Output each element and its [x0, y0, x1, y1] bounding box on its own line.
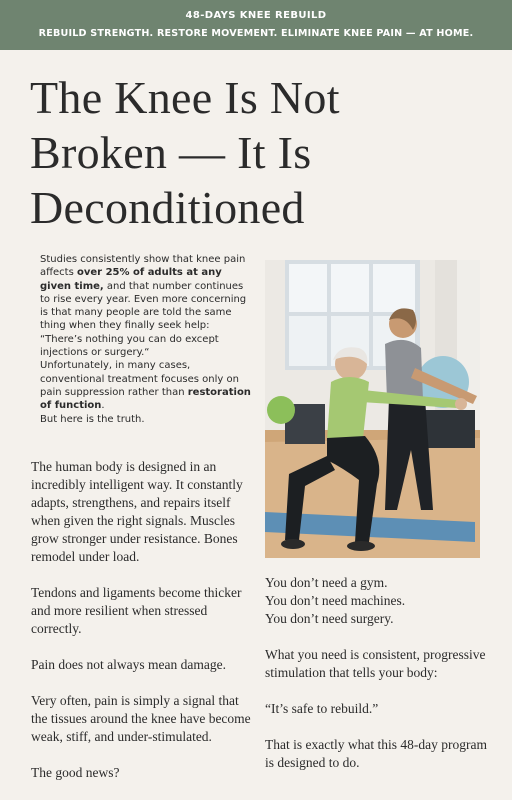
program-tagline: REBUILD STRENGTH. RESTORE MOVEMENT. ELIMINATE KNEE PAIN — AT HOME.	[38, 28, 474, 39]
body-paragraph: What you need is consistent, progressive stimulation that tells your body:	[265, 647, 486, 680]
intro-paragraph	[40, 253, 255, 426]
intro-stats: Studies consistently show that knee pain affects over 25% of adults at any given time, and that number continues to rise every year. Even more concerning is that many people are told the same thing when they finally seek help:	[40, 254, 247, 332]
intro-stat-highlight: over 25% of adults at any given time,	[40, 267, 222, 292]
body-text-left	[31, 458, 256, 800]
intro-treatment: Unfortunately, in many cases, conventional treatment focuses only on pain suppression rather than restoration of function.	[40, 360, 251, 412]
title-line-2: Broken — It Is	[30, 127, 312, 178]
title-line-3: Deconditioned	[30, 182, 305, 233]
trainer-squat-photo	[265, 260, 480, 558]
body-paragraph: That is exactly what this 48-day program is designed to do.	[265, 737, 487, 770]
body-paragraph-list: You don’t need a gym. You don’t need machines. You don’t need surgery.	[265, 575, 406, 626]
top-banner	[0, 0, 512, 50]
body-paragraph: The human body is designed in an incredibly intelligent way. It constantly adapts, strengthens, and repairs itself when given the right signals. Muscles grow stronger under resistance. Bones remodel under load.	[31, 459, 243, 564]
title-line-1: The Knee Is Not	[30, 72, 340, 123]
body-paragraph: “It’s safe to rebuild.”	[265, 701, 379, 716]
program-name: 48-DAYS KNEE REBUILD	[185, 10, 327, 21]
body-paragraph: Very often, pain is simply a signal that the tissues around the knee have become weak, stiff, and under-stimulated.	[31, 693, 251, 744]
intro-truth: But here is the truth.	[40, 413, 145, 425]
page-title	[30, 70, 490, 235]
intro-quote: “There’s nothing you can do except injections or surgery.“	[40, 333, 219, 359]
body-paragraph: Tendons and ligaments become thicker and more resilient when stressed correctly.	[31, 585, 242, 636]
body-paragraph: Pain does not always mean damage.	[31, 657, 226, 672]
intro-function-highlight: restoration of function	[40, 386, 251, 412]
body-paragraph: The good news?	[31, 765, 120, 780]
body-text-right	[265, 574, 490, 790]
